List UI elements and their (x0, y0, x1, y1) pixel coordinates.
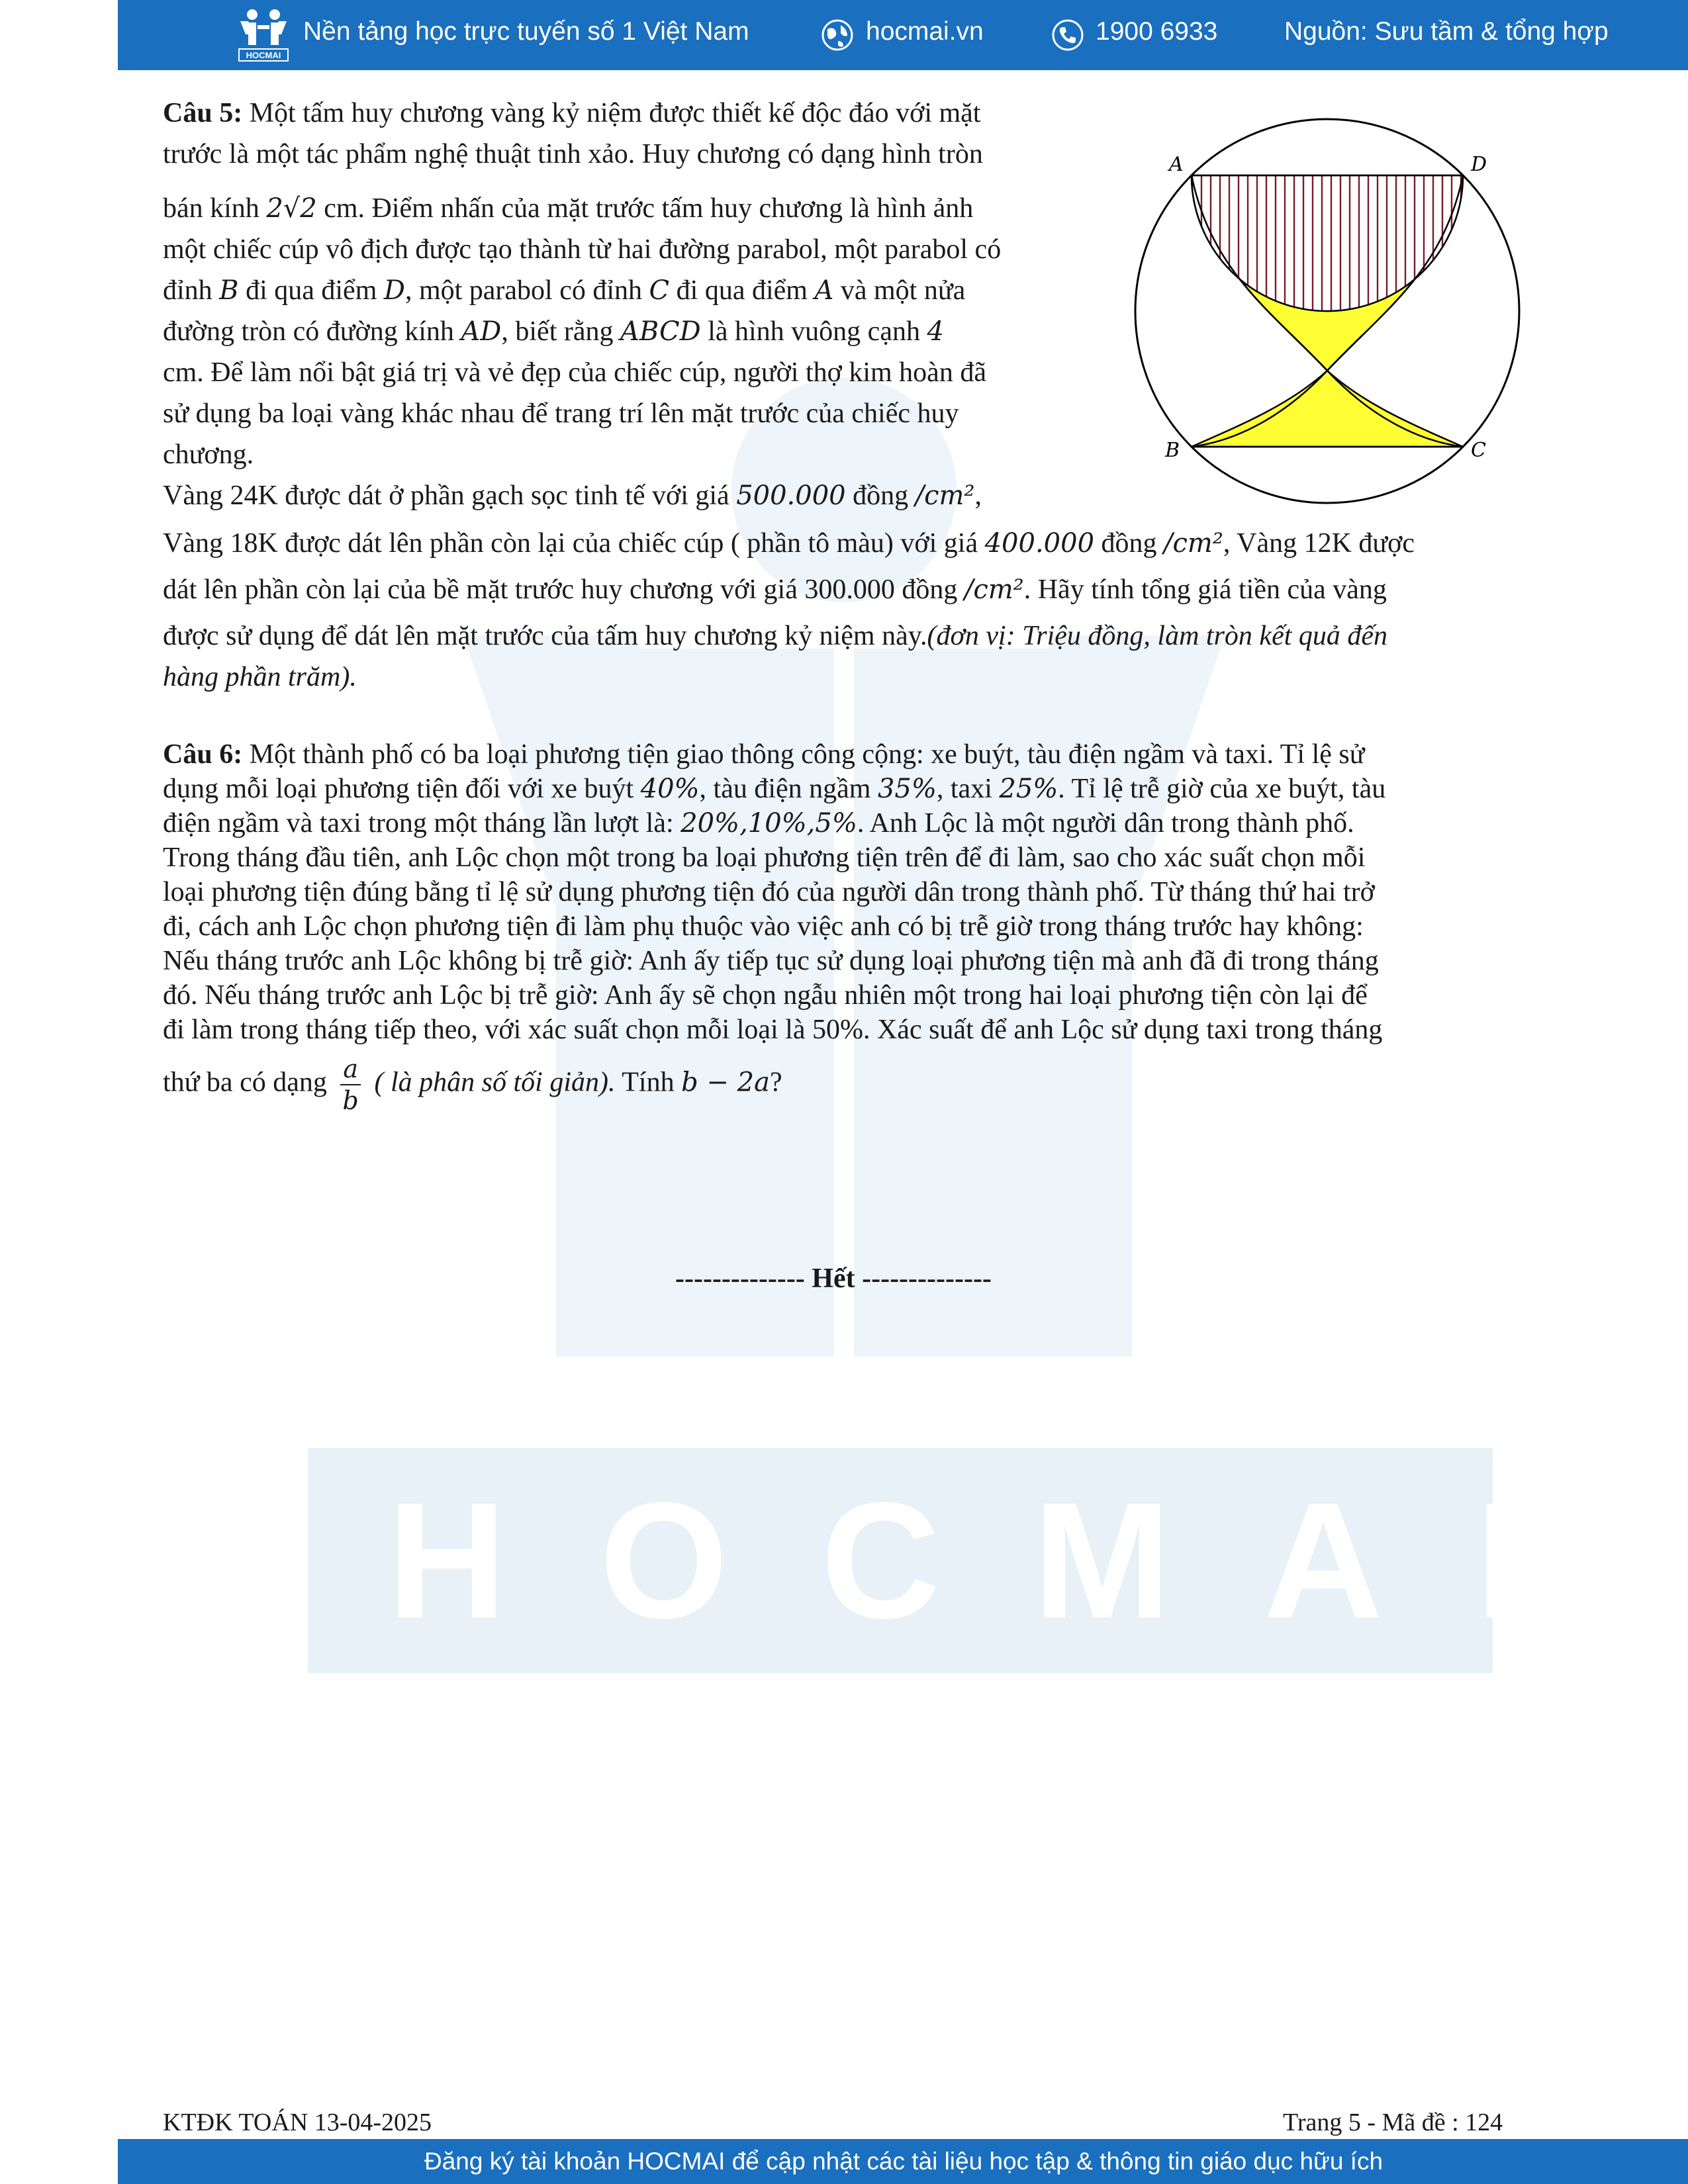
q5-price: 400.000 (984, 528, 1095, 559)
q5-text: Vàng 24K được dát ở phần gạch sọc tinh tế với giá (163, 480, 737, 511)
q6-text: ? (769, 1067, 782, 1098)
q5-unit: /cm² (915, 480, 975, 511)
q5-math: AD (461, 316, 502, 347)
q5-line: cm. Để làm nổi bật giá trị và vẻ đẹp của chiếc cúp, người thợ kim hoàn đã (163, 357, 986, 388)
label-a: A (1169, 153, 1184, 176)
footer-page-number: Trang 5 - Mã đề : 124 (1283, 2109, 1503, 2136)
q5-text: đường tròn có đường kính (163, 316, 461, 347)
q6-line: đó. Nếu tháng trước anh Lộc bị trễ giờ: Anh ấy sẽ chọn ngẫu nhiên một trong hai loại phương tiện còn lại để (163, 980, 1368, 1011)
q6-line: đi, cách anh Lộc chọn phương tiện đi làm phụ thuộc vào việc anh có bị trễ giờ trong tháng trước hay không: (163, 911, 1364, 942)
q5-text: đồng (1094, 528, 1164, 559)
q5-text: bán kính (163, 193, 267, 224)
q6-text: . Tỉ lệ trễ giờ của xe buýt, tàu (1058, 774, 1386, 804)
q6-line: loại phương tiện đúng bằng tỉ lệ sử dụng phương tiện đó của người dân trong thành phố. Từ tháng thứ hai trở (163, 877, 1375, 907)
q5-line: trước là một tác phẩm nghệ thuật tinh xảo. Huy chương có dạng hình tròn (163, 139, 983, 169)
q5-text: . Hãy tính tổng giá tiền của vàng (1023, 574, 1387, 605)
q6-label: Câu 6: (163, 739, 243, 770)
watermark-text: HOCMAI (387, 1468, 1615, 1653)
q5-line: một chiếc cúp vô địch được tạo thành từ hai đường parabol, một parabol có (163, 234, 1002, 265)
q5-math: B (219, 275, 239, 306)
q5-text: là hình vuông cạnh (700, 316, 927, 347)
q5-text: đi qua điểm (669, 275, 815, 306)
q6-text: . Anh Lộc là một người dân trong thành phố. (857, 808, 1354, 839)
q5-text: , Vàng 12K được (1223, 528, 1415, 559)
q5-unit: /cm² (964, 574, 1024, 605)
q5-radius: 2√2 (266, 193, 317, 224)
q5-text: và một nửa (833, 275, 966, 306)
header-slogan: Nền tảng học trực tuyến số 1 Việt Nam (303, 17, 749, 46)
q6-text: điện ngầm và taxi trong một tháng lần lượt là: (163, 808, 681, 839)
q5-math: C (649, 275, 670, 306)
q5-price: 500.000 (736, 480, 846, 511)
q5-line: Một tấm huy chương vàng kỷ niệm được thiết kế độc đáo với mặt (242, 98, 981, 128)
question-6 (163, 737, 1526, 1116)
q6-text: , taxi (936, 774, 1000, 804)
q5-text: , một parabol có đỉnh (404, 275, 649, 306)
label-b: B (1165, 439, 1180, 462)
header-website[interactable]: hocmai.vn (866, 17, 984, 46)
q6-line: Nếu tháng trước anh Lộc không bị trễ giờ: Anh ấy tiếp tục sử dụng loại phương tiện mà anh đã đi trong tháng (163, 946, 1379, 976)
header-source: Nguồn: Sưu tầm & tổng hợp (1284, 17, 1609, 46)
q5-text: Vàng 18K được dát lên phần còn lại của chiếc cúp ( phần tô màu) với giá (163, 528, 985, 559)
footer-exam-code: KTĐK TOÁN 13-04-2025 (163, 2109, 432, 2136)
end-mark: -------------- Hết -------------- (675, 1263, 992, 1294)
q5-unit-note: (đơn vị: Triệu đồng, làm tròn kết quả đến (927, 621, 1388, 651)
q5-label: Câu 5: (163, 98, 243, 128)
label-c: C (1471, 439, 1486, 462)
q6-text: dụng mỗi loại phương tiện đối với xe buýt (163, 774, 641, 804)
q6-math: 20%,10%,5% (680, 808, 857, 839)
q6-math: b − 2a (681, 1067, 770, 1098)
q6-text: , tàu điện ngầm (699, 774, 878, 804)
globe-icon (821, 19, 854, 52)
q5-text: đi qua điểm (238, 275, 384, 306)
q5-text: cm. Điểm nhấn của mặt trước tấm huy chương là hình ảnh (316, 193, 974, 224)
q5-math: 4 (927, 316, 944, 347)
fraction-denominator: b (342, 1086, 359, 1115)
fraction-a-b (340, 1054, 361, 1116)
q5-text: , (974, 480, 982, 511)
question-5 (163, 93, 1090, 516)
hatched-region (1192, 175, 1463, 311)
q5-text: được sử dụng để dát lên mặt trước của tấm huy chương kỷ niệm này. (163, 621, 927, 651)
footer-banner[interactable]: Đăng ký tài khoản HOCMAI để cập nhật các tài liệu học tập & thông tin giáo dục hữu ích (118, 2139, 1688, 2184)
q5-math: ABCD (620, 316, 701, 347)
q6-math: 25% (999, 774, 1058, 804)
q5-math: A (814, 275, 834, 306)
medal-figure (1125, 113, 1529, 510)
q5-text: đồng (845, 480, 915, 511)
q5-unit-note: hàng phần trăm). (163, 662, 357, 692)
fraction-numerator: a (340, 1054, 361, 1085)
q5-line: chương. (163, 439, 254, 470)
q5-text: dát lên phần còn lại của bề mặt trước huy chương với giá 300.000 đồng (163, 574, 964, 605)
q6-note: ( là phân số tối giản). (367, 1067, 616, 1098)
header-phone[interactable]: 1900 6933 (1096, 17, 1218, 46)
q6-math: 35% (877, 774, 937, 804)
q5-math: D (383, 275, 405, 306)
q6-text: Một thành phố có ba loại phương tiện giao thông công cộng: xe buýt, tàu điện ngầm và taxi. Tỉ lệ sử (242, 739, 1365, 770)
question-5-continued (163, 523, 1546, 698)
q6-line: đi làm trong tháng tiếp theo, với xác suất chọn mỗi loại là 50%. Xác suất để anh Lộc sử dụng taxi trong tháng (163, 1015, 1383, 1045)
q6-text: thứ ba có dạng (163, 1067, 334, 1098)
logo-text: HOCMAI (246, 50, 281, 60)
q5-line: sử dụng ba loại vàng khác nhau để trang trí lên mặt trước của chiếc huy (163, 398, 959, 429)
phone-icon (1051, 19, 1084, 52)
q5-unit: /cm² (1164, 528, 1223, 559)
q6-text: Tính (615, 1067, 682, 1098)
label-d: D (1471, 153, 1487, 176)
q6-line: Trong tháng đầu tiên, anh Lộc chọn một trong ba loại phương tiện trên để đi làm, sao cho xác suất chọn mỗi (163, 842, 1366, 873)
q5-text: , biết rằng (501, 316, 620, 347)
header-bar (118, 0, 1688, 70)
hocmai-logo (234, 5, 293, 65)
q6-math: 40% (640, 774, 700, 804)
q5-text: đỉnh (163, 275, 220, 306)
